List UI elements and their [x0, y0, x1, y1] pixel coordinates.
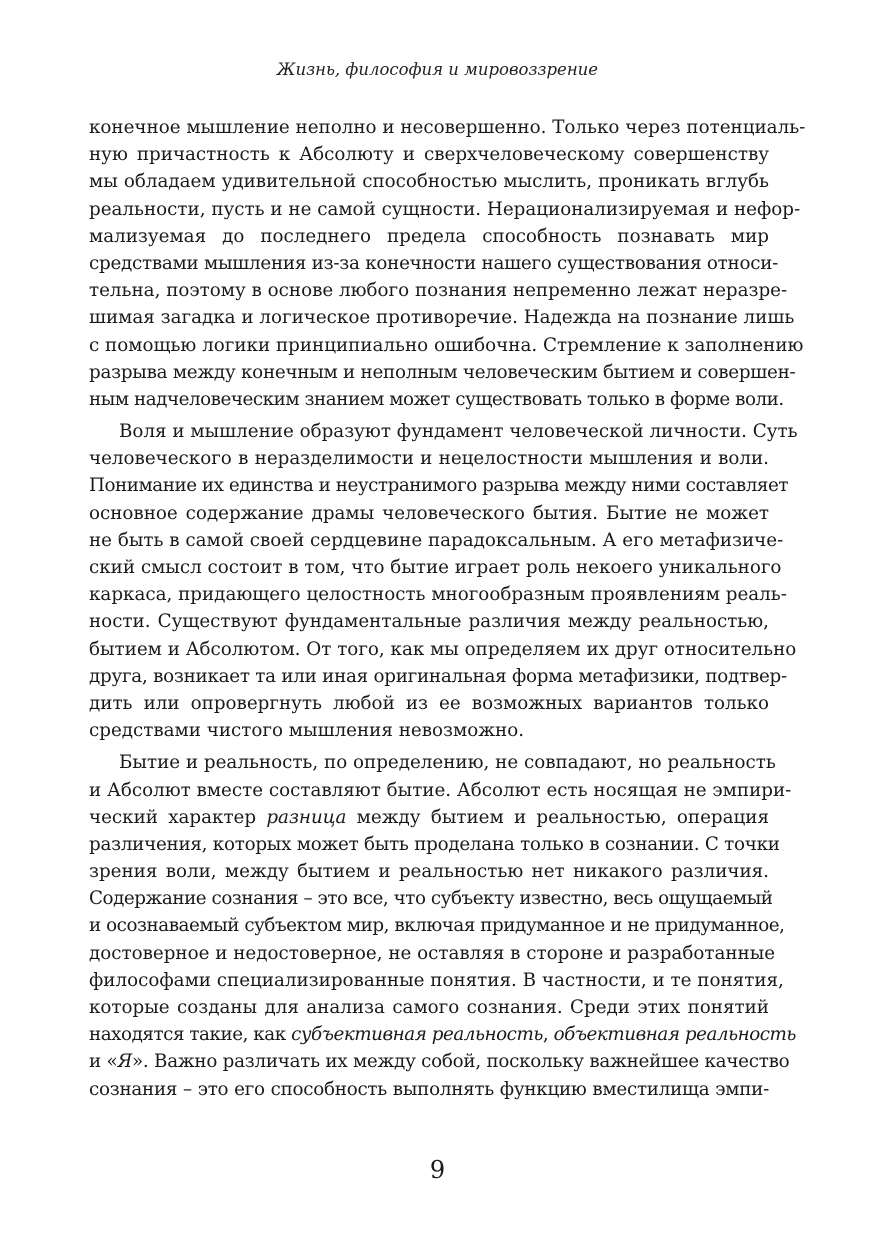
- text-line: каркаса, придающего целостность многообразным проявлениям реаль-: [89, 584, 787, 606]
- text-line: человеческого в неразделимости и нецелостности мышления и воли.: [89, 448, 769, 470]
- text-line: средствами чистого мышления невозможно.: [89, 720, 525, 742]
- body-text: [89, 114, 806, 1103]
- text-line: ности. Существуют фундаментальные различия между реальностью,: [89, 611, 769, 633]
- emphasis-objective-reality: объективная реальность: [553, 1024, 796, 1046]
- text-line: ным надчеловеческим знанием может существовать только в форме воли.: [89, 388, 784, 410]
- text-fragment: находятся такие, как: [89, 1024, 292, 1046]
- emphasis-raznitsa: разница: [266, 806, 347, 828]
- page-number: 9: [429, 1156, 446, 1184]
- emphasis-subjective-reality: субъективная реальность: [291, 1024, 543, 1046]
- text-line: философами специализированные понятия. В частности, и те понятия,: [89, 969, 784, 991]
- text-fragment: и «: [89, 1051, 118, 1073]
- emphasis-ya: Я: [117, 1051, 132, 1073]
- text-line: Бытие и реальность, по определению, не совпадают, но реальность: [119, 752, 776, 774]
- text-fragment: ». Важно различать их между собой, поскольку важнейшее качество: [131, 1051, 790, 1073]
- text-line: конечное мышление неполно и несовершенно. Только через потенциаль-: [89, 117, 806, 138]
- text-line: ную причастность к Абсолюту и сверхчеловеческому совершенству: [89, 144, 769, 166]
- text-line: Понимание их единства и неустранимого разрыва между ними составляет: [89, 475, 789, 497]
- text-line: не быть в самой своей сердцевине парадоксальным. А его метафизиче-: [89, 529, 784, 551]
- text-line: с помощью логики принципиально ошибочна. Стремление к заполнению: [89, 334, 804, 356]
- text-line: [89, 1048, 790, 1075]
- paragraph: [89, 418, 798, 744]
- text-line: Содержание сознания – это все, что субъекту известно, весь ощущаемый: [89, 888, 773, 910]
- text-fragment: ческий характер: [89, 806, 267, 828]
- running-head: Жизнь, философия и мировоззрение: [276, 60, 599, 79]
- text-line: мы обладаем удивительной способностью мыслить, проникать вглубь: [89, 171, 769, 193]
- text-line: друга, возникает та или иная оригинальная форма метафизики, подтвер-: [89, 665, 787, 687]
- text-line: основное содержание драмы человеческого бытия. Бытие не может: [89, 502, 769, 524]
- text-fragment: между бытием и реальностью, операция: [346, 806, 770, 828]
- text-line: шимая загадка и логическое противоречие. Надежда на познание лишь: [89, 307, 795, 329]
- text-line: [89, 1021, 796, 1048]
- paragraph: [89, 749, 796, 1102]
- text-line: средствами мышления из-за конечности нашего существования относи-: [89, 252, 779, 274]
- text-line: достоверное и недостоверное, не оставляя в стороне и разработанные: [89, 942, 776, 964]
- text-line: разрыва между конечным и неполным человеческим бытием и совершен-: [89, 361, 796, 383]
- text-line: реальности, пусть и не самой сущности. Нерационализируемая и нефор-: [89, 198, 801, 220]
- text-line: ский смысл состоит в том, что бытие играет роль некоего уникального: [89, 557, 782, 578]
- text-line: которые созданы для анализа самого сознания. Среди этих понятий: [89, 997, 769, 1018]
- text-fragment: ,: [542, 1024, 554, 1046]
- text-line: дить или опровергнуть любой из ее возможных вариантов только: [89, 692, 769, 714]
- text-line: сознания – это его способность выполнять функцию вместилища эмпи-: [89, 1078, 769, 1100]
- text-line: и Абсолют вместе составляют бытие. Абсолют есть носящая не эмпири-: [89, 779, 792, 801]
- text-line: Воля и мышление образуют фундамент человеческой личности. Суть: [119, 421, 798, 443]
- text-line: бытием и Абсолютом. От того, как мы определяем их друг относительно: [89, 638, 797, 660]
- text-line: мализуемая до последнего предела способность познавать мир: [89, 225, 769, 247]
- text-line: зрения воли, между бытием и реальностью нет никакого различия.: [89, 861, 769, 883]
- text-line: различения, которых может быть проделана только в сознании. С точки: [89, 833, 780, 855]
- text-line: и осознаваемый субъектом мир, включая придуманное и не придуманное,: [89, 915, 785, 937]
- text-line: тельна, поэтому в основе любого познания непременно лежат неразре-: [89, 280, 788, 302]
- paragraph: [89, 114, 806, 413]
- text-line: [89, 804, 769, 831]
